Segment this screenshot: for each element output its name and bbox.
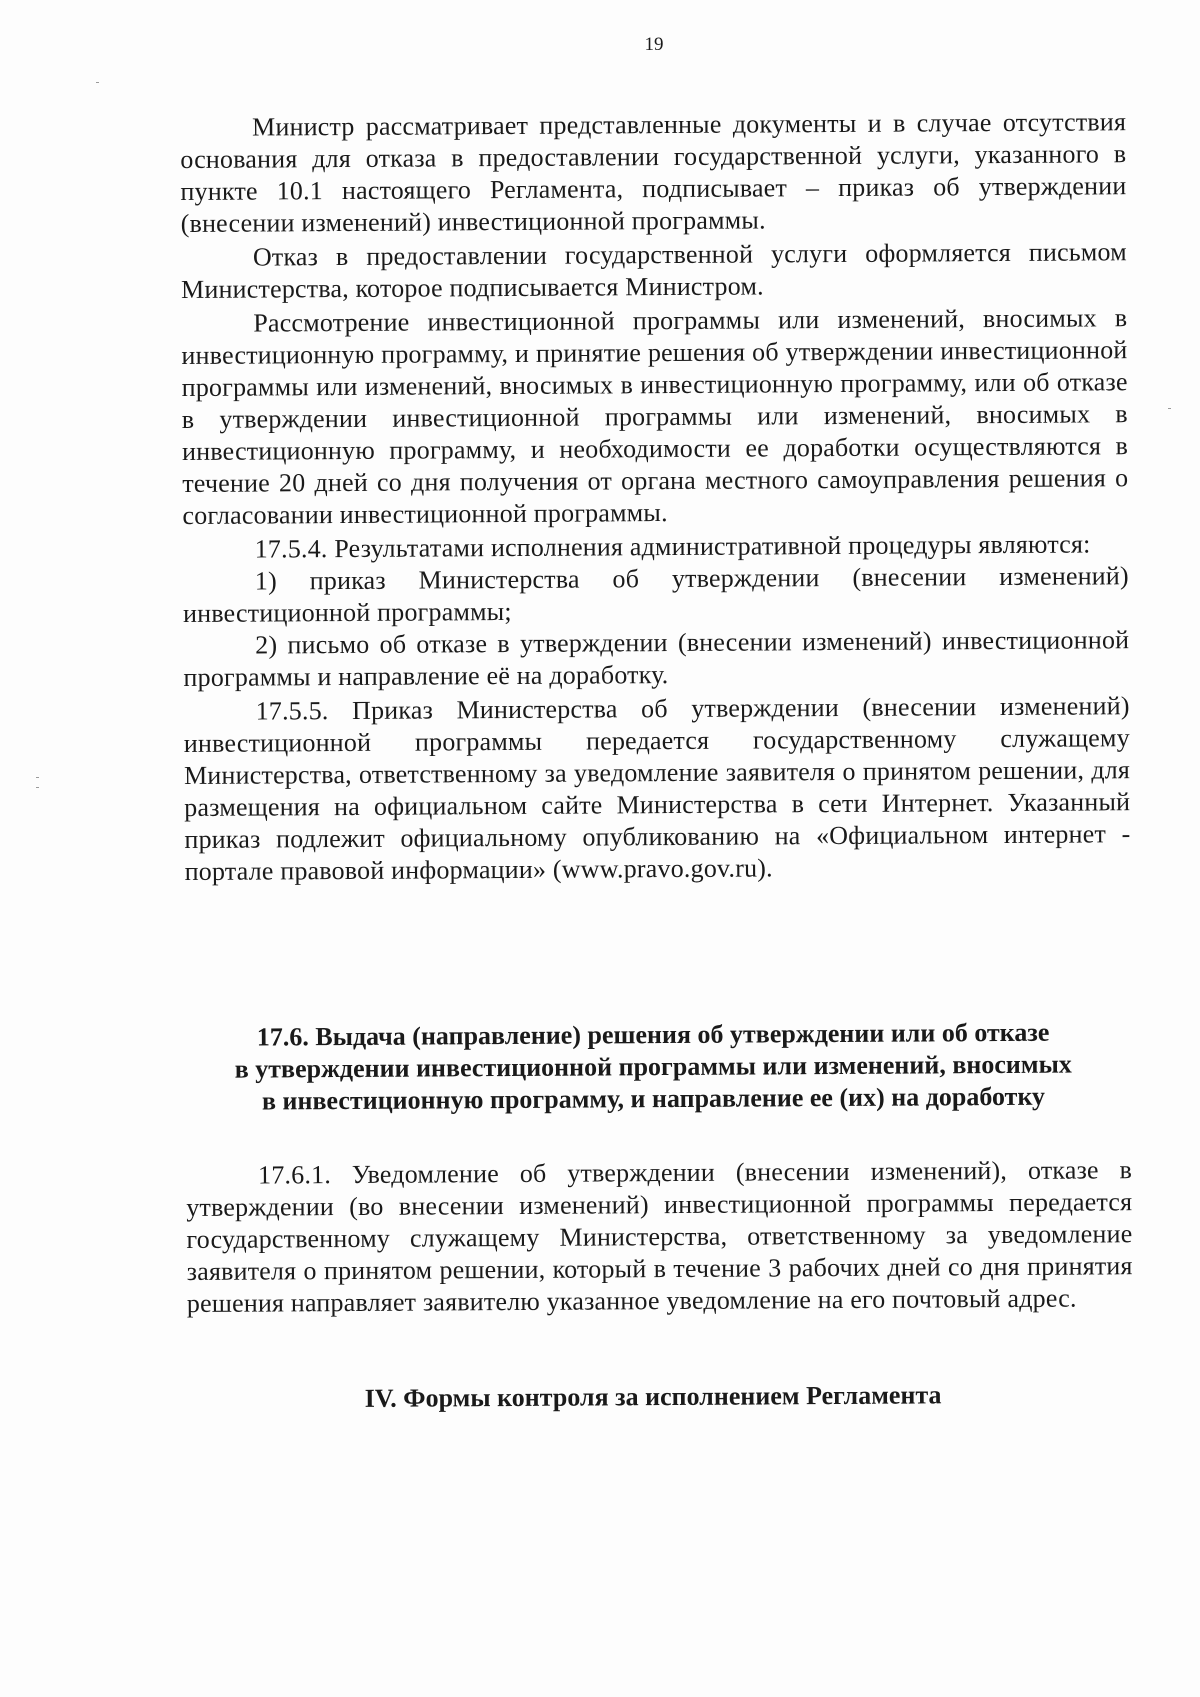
paragraph-17-6-1: 17.6.1. Уведомление об утверждении (внесении изменений), отказе в утверждении (во внесении изменений) инвестиционной программы передается государственному служащему Министерства, ответственному за уведомление заявителя о принятом решении, который в течение 3 рабочих дней со дня принятия решения направляет заявителю указанное уведомление на его почтовый адрес. [186,1155,1133,1318]
list-item-2: 2) письмо об отказе в утверждении (внесении изменений) инвестиционной программы и направление её на доработку. [183,625,1130,692]
body-text-section-17-5 [180,106,1131,890]
paragraph-review-period: Рассмотрение инвестиционной программы или изменений, вносимых в инвестиционную программу, и принятие решения об утверждении инвестиционной программы или изменений, вносимых в инвестиционную программу, или об отказе в утверждении инвестиционной программы или изменений, вносимых в инвестиционную программу, и необходимости ее доработки осуществляются в течение 20 дней со дня получения от органа местного самоуправления решения о согласовании инвестиционной программы. [181,303,1129,530]
scan-speck [96,82,99,83]
page-number: 19 [644,34,664,55]
scan-speck [36,787,39,788]
scan-speck [1168,408,1171,409]
paragraph-refusal-letter: Отказ в предоставлении государственной услуги оформляется письмом Министерства, которое подписывается Министром. [180,237,1127,304]
heading-line: 17.6. Выдача (направление) решения об утверждении или об отказе [256,1017,1050,1052]
section-heading-17-6 [180,1016,1127,1118]
body-text-section-17-6 [186,1154,1133,1322]
paragraph-minister-review: Министр рассматривает представленные документы и в случае отсутствия основания для отказа в предоставлении государственной услуги, указанного в пункте 10.1 настоящего Регламента, подписывает – приказ об утверждении (внесении изменений) инвестиционной программы. [180,107,1127,238]
heading-line: в утверждении инвестиционной программы или изменений, вносимых [234,1049,1072,1084]
list-item-1: 1) приказ Министерства об утверждении (внесении изменений) инвестиционной программы; [182,561,1129,628]
heading-line: в инвестиционную программу, и направление ее (их) на доработку [261,1081,1046,1116]
paragraph-17-5-5: 17.5.5. Приказ Министерства об утверждении (внесении изменений) инвестиционной программы передается государственному служащему Министерства, ответственному за уведомление заявителя о принятом решении, для размещения на официальном сайте Министерства в сети Интернет. Указанный приказ подлежит официальному опубликованию на «Официальном интернет - портале правовой информации» (www.pravo.gov.ru). [183,691,1131,886]
chapter-heading-iv: IV. Формы контроля за исполнением Регламента [364,1380,942,1413]
scan-speck [36,777,39,778]
paragraph-17-5-4: 17.5.4. Результатами исполнения административной процедуры являются: [254,529,1091,564]
